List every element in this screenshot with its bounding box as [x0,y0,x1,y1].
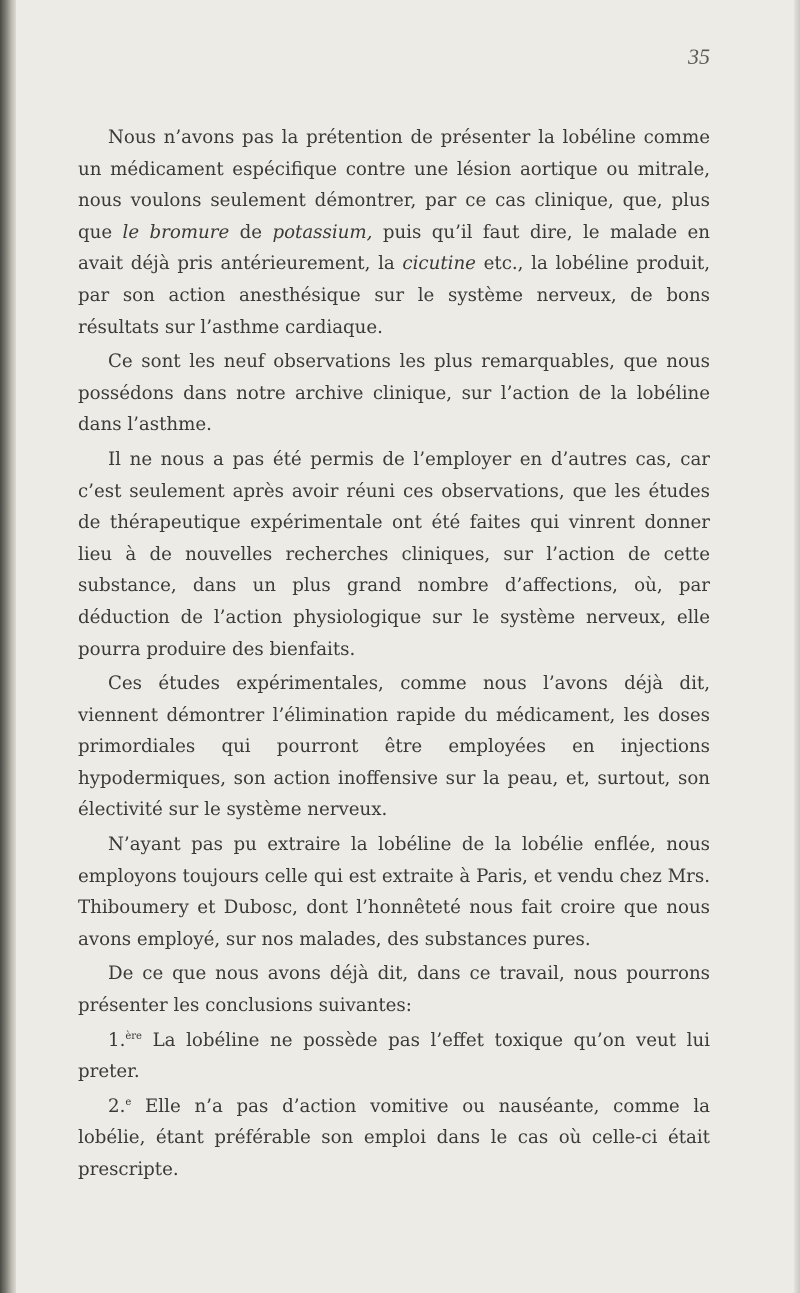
conclusion-item [78,1091,710,1186]
text-run: Ces études expérimentales, comme nous l’avons déjà dit, viennent démontrer l’élimination rapide du médicament, les doses primordiales qui pourront être employées en injections hypodermiques, son action inoffensive sur la peau, et, surtout, son électivité sur le système nerveux. [78,673,710,821]
paragraph [78,122,710,343]
text-run: etc., la lobéline produit, par son action anesthésique sur le système nerveux, de bons résultats sur l’asthme cardiaque. [78,253,710,338]
text-run: Ce sont les neuf observations les plus remarquables, que nous possédons dans notre archive clinique, sur l’action de la lobéline dans l’asthme. [78,351,710,436]
conclusion-text: Elle n’a pas d’action vomitive ou nauséante, comme la lobélie, étant préférable son emploi dans le cas où celle-ci était prescripte. [78,1095,710,1180]
conclusion-text: La lobéline ne possède pas l’effet toxique qu’on veut lui preter. [78,1029,710,1083]
italic-text: cicutine [402,253,476,275]
text-run: Il ne nous a pas été permis de l’employer en d’autres cas, car c’est seulement après avoir réuni ces observations, que les études de thérapeutique expérimentale ont été faites qui vinrent donner lieu à de nouvelles recherches cliniques, sur l’action de cette substance, dans un plus grand nombre d’affections, où, par déduction de l’action physiologique sur le système nerveux, elle pourra produire des bienfaits. [78,448,710,660]
conclusion-ordinal-suffix: ère [125,1030,142,1042]
paragraph [78,829,710,955]
book-binding-shadow [0,0,16,1293]
conclusion-item [78,1025,710,1088]
page-edge [794,0,800,1293]
italic-text: potassium, [272,221,373,243]
text-run: Nous n’avons pas la prétention de présenter la lobéline comme un médicament espécifique contre une lésion aortique ou mitrale, nous voulons seulement démontrer, par ce cas clinique, que, plus que [78,127,710,243]
text-run: De ce que nous avons déjà dit, dans ce travail, nous pourrons présenter les conclusions suivantes: [78,963,710,1017]
paragraph [78,346,710,441]
conclusion-ordinal-suffix: e [125,1096,132,1108]
page-body [78,122,710,1189]
text-run: de [229,221,273,243]
page-number: 35 [688,44,710,69]
paragraph [78,444,710,665]
text-run: N’ayant pas pu extraire la lobéline de la lobélie enflée, nous employons toujours celle qui est extraite à Paris, et vendu chez Mrs. Thiboumery et Dubosc, dont l’honnêteté nous fait croire que nous avons employé, sur nos malades, des substances pures. [78,834,710,950]
text-run: puis qu’il faut dire, le malade en avait déjà pris antérieurement, la [78,221,711,275]
conclusion-number: 1. [108,1029,126,1051]
paragraph [78,668,710,826]
italic-text: le bromure [122,221,230,243]
conclusion-number: 2. [108,1095,126,1117]
paragraph [78,958,710,1021]
